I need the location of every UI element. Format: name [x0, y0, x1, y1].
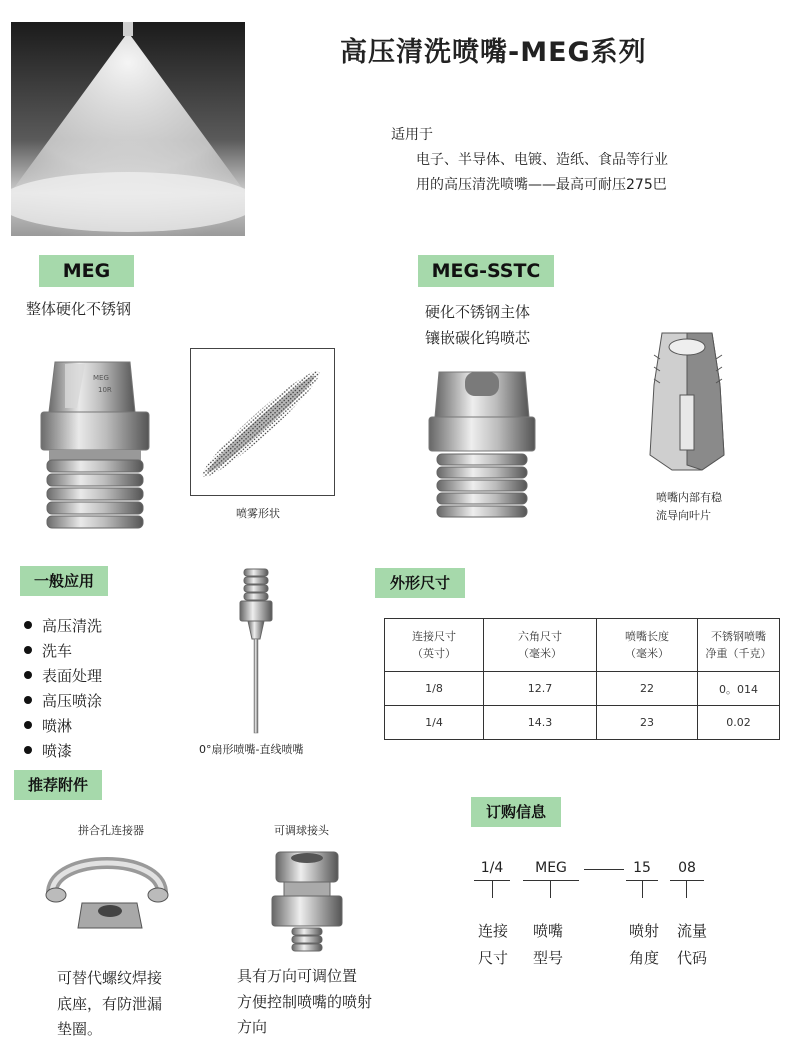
header-net-weight [698, 619, 780, 672]
needle-nozzle-image [236, 565, 276, 735]
cutaway-caption-1: 喷嘴内部有稳 [656, 491, 722, 504]
order-connector [492, 880, 493, 898]
header-line: （英寸） [412, 647, 456, 660]
order-dash [584, 869, 624, 870]
clamp-title: 拼合孔连接器 [78, 824, 144, 837]
intro-line-2: 用的高压清洗喷嘴——最高可耐压275巴 [416, 177, 667, 193]
table-cell: 1/4 [385, 706, 484, 740]
ball-joint-image [270, 848, 345, 958]
order-code-flow: 08 [678, 860, 696, 876]
meg-sstc-tag: MEG-SSTC [418, 255, 554, 287]
header-line: 净重（千克） [705, 647, 772, 660]
order-label-angle-2: 角度 [629, 949, 660, 967]
ball-joint-description-2: 方便控制喷嘴的喷射 [237, 993, 373, 1011]
order-connector [550, 880, 551, 898]
order-label-model-2: 型号 [533, 949, 564, 967]
order-label-flow-2: 代码 [677, 949, 708, 967]
meg-nozzle-mark-2: 10R [98, 386, 112, 394]
application-item: 喷漆 [24, 740, 72, 761]
table-cell: 22 [597, 672, 698, 706]
ball-joint-description-1: 具有万向可调位置 [237, 967, 358, 985]
order-label-model-1: 喷嘴 [533, 922, 564, 940]
ball-joint-description-3: 方向 [237, 1018, 268, 1036]
application-item: 洗车 [24, 640, 72, 661]
clamp-description-1: 可替代螺纹焊接 [57, 969, 163, 987]
ordering-tag: 订购信息 [471, 797, 561, 827]
meg-sstc-description-2: 镶嵌碳化钨喷芯 [425, 329, 531, 347]
table-cell: 12.7 [484, 672, 597, 706]
cutaway-caption-2: 流导向叶片 [656, 509, 711, 522]
intro-label: 适用于 [391, 127, 433, 143]
table-row [385, 706, 780, 740]
table-row [385, 672, 780, 706]
application-item: 表面处理 [24, 665, 102, 686]
application-item: 高压清洗 [24, 615, 102, 636]
ball-joint-title: 可调球接头 [274, 824, 329, 837]
order-label-connection-1: 连接 [478, 922, 509, 940]
order-label-connection-2: 尺寸 [478, 949, 509, 967]
dimensions-table [384, 618, 780, 740]
order-code-connection: 1/4 [480, 860, 504, 876]
order-code-angle: 15 [633, 860, 651, 876]
table-cell: 23 [597, 706, 698, 740]
meg-nozzle-image [35, 350, 160, 540]
order-label-flow-1: 流量 [677, 922, 708, 940]
header-line: 连接尺寸 [412, 630, 456, 643]
meg-description: 整体硬化不锈钢 [26, 300, 132, 318]
applications-tag: 一般应用 [20, 566, 108, 596]
clamp-description-2: 底座，有防泄漏 [57, 995, 163, 1013]
meg-nozzle-mark-1: MEG [93, 374, 109, 382]
header-line: 喷嘴长度 [625, 630, 669, 643]
clamp-image [42, 843, 172, 943]
spray-pattern-box [190, 348, 335, 496]
cutaway-image [642, 325, 732, 475]
dimensions-tag: 外形尺寸 [375, 568, 465, 598]
page-title: 高压清洗喷嘴-MEG系列 [340, 37, 647, 68]
accessories-tag: 推荐附件 [14, 770, 102, 800]
meg-sstc-description-1: 硬化不锈钢主体 [425, 303, 531, 321]
order-label-angle-1: 喷射 [629, 922, 660, 940]
order-underline [670, 880, 704, 881]
meg-sstc-nozzle-image [425, 362, 540, 527]
order-connector [642, 880, 643, 898]
application-item: 喷淋 [24, 715, 72, 736]
header-hex-size [484, 619, 597, 672]
header-line: （毫米） [518, 647, 562, 660]
order-underline [523, 880, 579, 881]
table-cell: 0。014 [698, 672, 780, 706]
application-item: 高压喷涂 [24, 690, 102, 711]
table-cell: 14.3 [484, 706, 597, 740]
meg-tag: MEG [39, 255, 134, 287]
header-connection-size [385, 619, 484, 672]
table-cell: 0.02 [698, 706, 780, 740]
order-code-model: MEG [535, 860, 567, 876]
table-cell: 1/8 [385, 672, 484, 706]
order-connector [686, 880, 687, 898]
header-nozzle-length [597, 619, 698, 672]
needle-nozzle-caption: 0°扇形喷嘴-直线喷嘴 [199, 743, 304, 756]
spray-pattern-caption: 喷雾形状 [236, 507, 280, 520]
header-line: （毫米） [625, 647, 669, 660]
header-line: 六角尺寸 [518, 630, 562, 643]
table-header-row [385, 619, 780, 672]
header-line: 不锈钢喷嘴 [711, 630, 766, 643]
spray-photo [11, 22, 245, 236]
clamp-description-3: 垫圈。 [57, 1020, 103, 1038]
intro-line-1: 电子、半导体、电镀、造纸、食品等行业 [416, 152, 668, 168]
